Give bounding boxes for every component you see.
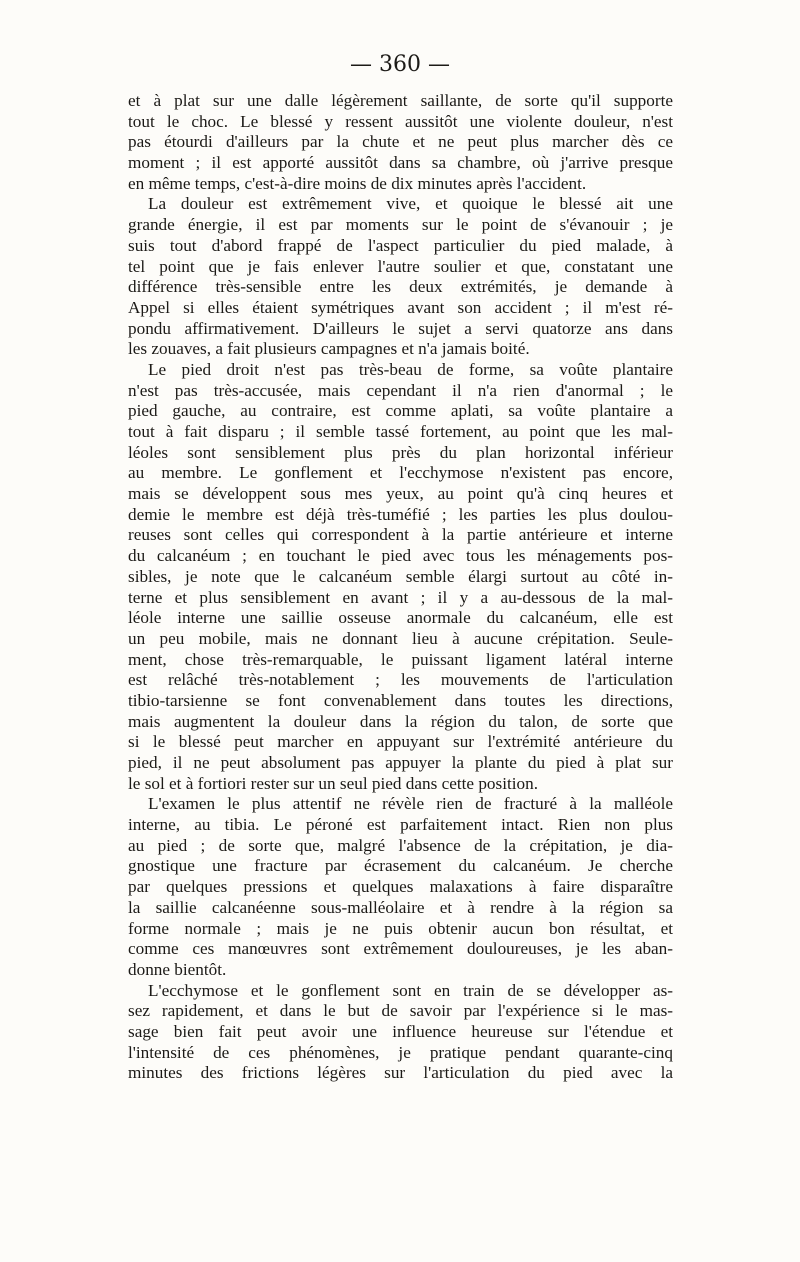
text-line: ment, chose très-remarquable, le puissant ligament latéral interne bbox=[128, 649, 673, 669]
text-line: l'intensité de ces phénomènes, je pratique pendant quarante-cinq bbox=[128, 1042, 673, 1062]
text-line: reuses sont celles qui correspondent à la partie antérieure et interne bbox=[128, 525, 673, 545]
text-line: la saillie calcanéenne sous-malléolaire et à rendre à la région sa bbox=[128, 897, 673, 917]
body-text bbox=[128, 91, 673, 1084]
text-line: n'est pas très-accusée, mais cependant il n'a rien d'anormal ; le bbox=[128, 380, 673, 400]
text-line: sibles, je note que le calcanéum semble élargi surtout au côté in- bbox=[128, 566, 673, 586]
text-line: et à plat sur une dalle légèrement saillante, de sorte qu'il supporte bbox=[128, 91, 673, 110]
text-line: le sol et à fortiori rester sur un seul pied dans cette position. bbox=[128, 773, 539, 793]
text-line: terne et plus sensiblement en avant ; il y a au-dessous de la mal- bbox=[128, 587, 673, 607]
text-line: pas étourdi d'ailleurs par la chute et ne peut plus marcher dès ce bbox=[128, 132, 673, 152]
text-line: moment ; il est apporté aussitôt dans sa chambre, où j'arrive presque bbox=[128, 153, 673, 173]
page-number: — 360 — bbox=[350, 52, 450, 77]
text-line: léoles sont sensiblement plus près du plan horizontal inférieur bbox=[128, 442, 673, 462]
text-line: du calcanéum ; en touchant le pied avec tous les ménagements pos- bbox=[128, 546, 673, 566]
text-line: demie le membre est déjà très-tuméfié ; les parties les plus doulou- bbox=[128, 504, 673, 524]
text-line: tout le choc. Le blessé y ressent aussitôt une violente douleur, n'est bbox=[128, 111, 673, 131]
text-line: est relâché très-notablement ; les mouvements de l'articulation bbox=[128, 670, 673, 690]
text-line: donne bientôt. bbox=[128, 959, 227, 979]
text-line: L'ecchymose et le gonflement sont en train de se développer as- bbox=[148, 980, 673, 1000]
text-line: comme ces manœuvres sont extrêmement douloureuses, je les aban- bbox=[128, 939, 673, 959]
text-line: suis tout d'abord frappé de l'aspect particulier du pied malade, à bbox=[128, 235, 673, 255]
text-line: gnostique une fracture par écrasement du calcanéum. Je cherche bbox=[128, 856, 673, 876]
text-line: forme normale ; mais je ne puis obtenir aucun bon résultat, et bbox=[128, 918, 673, 938]
text-line: L'examen le plus attentif ne révèle rien de fracturé à la malléole bbox=[148, 794, 673, 814]
text-line: en même temps, c'est-à-dire moins de dix minutes après l'accident. bbox=[128, 173, 587, 193]
text-line: tout à fait disparu ; il semble tassé fortement, au point que les mal- bbox=[128, 422, 673, 441]
text-line: minutes des frictions légères sur l'articulation du pied avec la bbox=[128, 1063, 673, 1083]
text-line: un peu mobile, mais ne donnant lieu à aucune crépitation. Seule- bbox=[128, 628, 673, 648]
text-line: léole interne une saillie osseuse anormale du calcanéum, elle est bbox=[128, 608, 673, 628]
text-line: sez rapidement, et dans le but de savoir par l'expérience si le mas- bbox=[128, 1001, 673, 1021]
text-line: sage bien fait peut avoir une influence heureuse sur l'étendue et bbox=[128, 1021, 673, 1041]
text-line: interne, au tibia. Le péroné est parfaitement intact. Rien non plus bbox=[128, 815, 673, 835]
text-line: mais se développent sous mes yeux, au point qu'à cinq heures et bbox=[128, 484, 673, 504]
text-line: grande énergie, il est par moments sur le point de s'évanouir ; je bbox=[128, 215, 673, 235]
text-line: au membre. Le gonflement et l'ecchymose n'existent pas encore, bbox=[128, 463, 673, 483]
text-line: pied gauche, au contraire, est comme aplati, sa voûte plantaire a bbox=[128, 401, 673, 421]
text-line: différence très-sensible entre les deux extrémités, je demande à bbox=[128, 277, 673, 297]
text-line: par quelques pressions et quelques malaxations à faire disparaître bbox=[128, 877, 673, 897]
text-line: si le blessé peut marcher en appuyant sur l'extrémité antérieure du bbox=[128, 732, 673, 752]
text-line: tibio-tarsienne se font convenablement dans toutes les directions, bbox=[128, 690, 673, 710]
text-line: pondu affirmativement. D'ailleurs le sujet a servi quatorze ans dans bbox=[128, 318, 673, 338]
text-line: au pied ; de sorte que, malgré l'absence de la crépitation, je dia- bbox=[128, 835, 673, 855]
text-line: pied, il ne peut absolument pas appuyer la plante du pied à plat sur bbox=[128, 753, 673, 772]
text-line: mais augmentent la douleur dans la région du talon, de sorte que bbox=[128, 711, 673, 731]
text-line: les zouaves, a fait plusieurs campagnes et n'a jamais boité. bbox=[128, 339, 530, 359]
text-line: tel point que je fais enlever l'autre soulier et que, constatant une bbox=[128, 256, 673, 276]
text-line: Le pied droit n'est pas très-beau de forme, sa voûte plantaire bbox=[148, 359, 673, 379]
text-line: Appel si elles étaient symétriques avant son accident ; il m'est ré- bbox=[128, 297, 673, 317]
text-line: La douleur est extrêmement vive, et quoique le blessé ait une bbox=[148, 194, 673, 214]
